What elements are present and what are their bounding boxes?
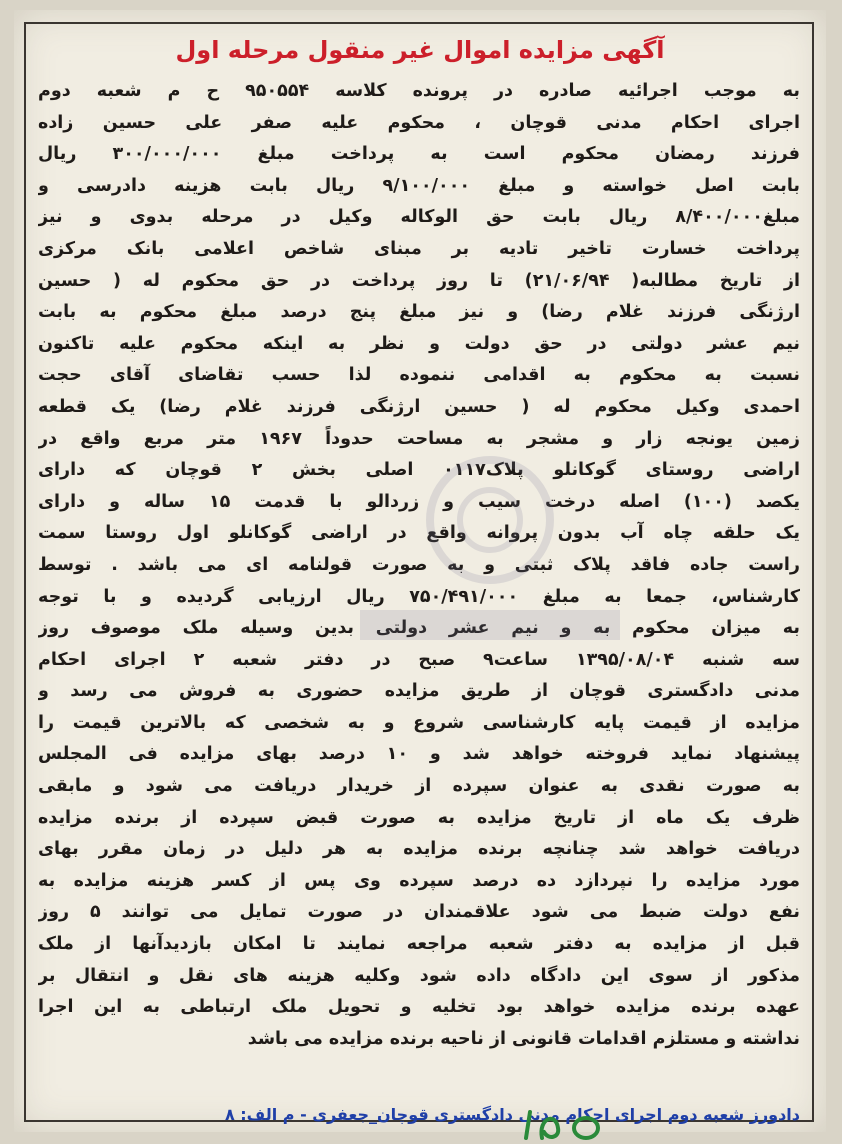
notice-line: قبل از مزایده به دفتر شعبه مراجعه نمایند تا امکان بازدیدآنها از ملک [38, 934, 800, 955]
notice-line: مذکور از سوی این دادگاه داده شود وکلیه هزینه های نقل و انتقال بر [38, 965, 800, 986]
notice-line: اراضی روستای گوکانلو پلاک۰۱۱۷ اصلی بخش ۲ قوچان که دارای [38, 460, 800, 481]
handwritten-mark [520, 1108, 612, 1142]
notice-line: فرزند رمضان محکوم است به پرداخت مبلغ ۳۰۰/۰۰۰/۰۰۰ ریال [38, 144, 800, 165]
notice-line: اجرای احکام مدنی قوچان ، محکوم علیه صفر علی حسین زاده [38, 112, 800, 133]
notice-line: بابت اصل خواسته و مبلغ ۹/۱۰۰/۰۰۰ ریال بابت هزینه دادرسی و [38, 175, 800, 196]
notice-line: یکصد (۱۰۰) اصله درخت سیب و زردالو با قدمت ۱۵ ساله و دارای [38, 491, 800, 512]
notice-line: پرداخت خسارت تاخیر تادیه بر مبنای شاخص اعلامی بانک مرکزی [38, 238, 800, 259]
notice-line: دریافت خواهد شد چنانچه برنده مزایده به هر دلیل در زمان مقرر بهای [38, 839, 800, 860]
notice-line: ارژنگی فرزند غلام رضا) و نیز مبلغ پنج درصد مبلغ محکوم به بابت [38, 302, 800, 323]
notice-line: مزایده از قیمت پایه کارشناسی شروع و به شخصی که بالاترین قیمت را [38, 712, 800, 733]
notice-line: از تاریخ مطالبه( ۲۱/۰۶/۹۴) تا روز پرداخت در حق محکوم له ( حسین [38, 270, 800, 291]
notice-footer: دادورز شعبه دوم اجرای احکام مدنی دادگستری قوچان_جعفری - م الف: ۸ [224, 1105, 800, 1124]
notice-line: یک حلقه چاه آب بدون پروانه واقع در اراضی گوکانلو اول روستا سمت [38, 523, 800, 544]
notice-line: راست جاده فاقد پلاک ثبتی و به صورت قولنامه ای می باشد . توسط [38, 554, 800, 575]
notice-line: نیم عشر دولتی در حق دولت و نظر به اینکه محکوم علیه تاکنون [38, 333, 800, 354]
notice-line: زمین یونجه زار و مشجر به مساحت حدوداً ۱۹۶۷ متر مربع واقع در [38, 428, 800, 449]
notice-line: احمدی وکیل محکوم له ( حسین ارژنگی فرزند غلام رضا) یک قطعه [38, 396, 800, 417]
notice-line: نداشته و مستلزم اقدامات قانونی از ناحیه برنده مزایده می باشد [247, 1028, 800, 1049]
notice-line: مورد مزایده را نپردازد ده درصد سپرده وی پس از کسر هزینه مزایده به [38, 870, 800, 891]
notice-line: نسبت به محکوم به اقدامی ننموده لذا حسب تقاضای آقای حجت [38, 365, 800, 386]
notice-line: پیشنهاد نماید فروخته خواهد شد و ۱۰ درصد بهای مزایده فی المجلس [38, 744, 800, 765]
notice-line: نفع دولت ضبط می شود علاقمندان در صورت تمایل می توانند ۵ روز [38, 902, 800, 923]
newspaper-clipping [14, 10, 826, 1132]
notice-line: سه شنبه ۱۳۹۵/۰۸/۰۴ ساعت۹ صبح در دفتر شعبه ۲ اجرای احکام [38, 649, 800, 670]
notice-line: کارشناس، جمعا به مبلغ ۷۵۰/۴۹۱/۰۰۰ ریال ارزیابی گردیده و با توجه [38, 586, 800, 607]
notice-line: به صورت نقدی به عنوان سپرده از خریدار دریافت می شود و مابقی [38, 776, 800, 797]
notice-title: آگهی مزایده اموال غیر منقول مرحله اول [175, 36, 665, 64]
notice-body [38, 76, 800, 1055]
notice-line: مدنی دادگستری قوچان از طریق مزایده حضوری به فروش می رسد و [38, 681, 800, 702]
notice-line: ظرف یک ماه از تاریخ مزایده به صورت قبض سپرده از برنده مزایده [38, 807, 800, 828]
notice-line: به میزان محکوم به و نیم عشر دولتی بدین وسیله ملک موصوف روز [38, 618, 800, 639]
notice-line: مبلغ۸/۴۰۰/۰۰۰ ریال بابت حق الوکاله وکیل در مرحله بدوی و نیز [38, 207, 800, 228]
notice-line: عهده برنده مزایده خواهد بود تخلیه و تحویل ملک ارتباطی به این اجرا [38, 997, 800, 1018]
notice-line: به موجب اجرائیه صادره در پرونده کلاسه ۹۵۰۵۵۴ ح م شعبه دوم [38, 81, 800, 101]
